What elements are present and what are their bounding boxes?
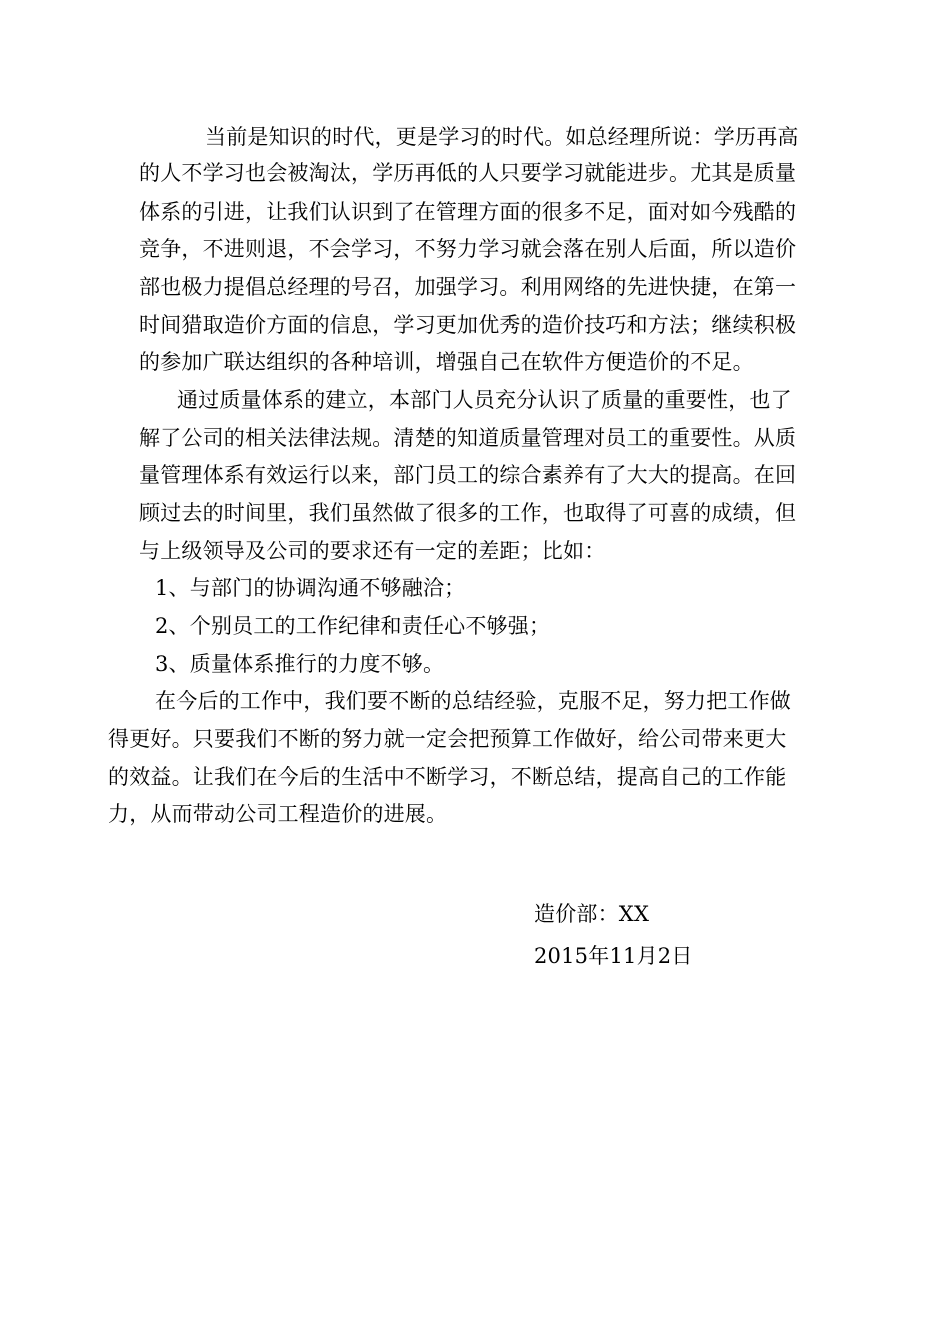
signature-date: 2015年11月2日 — [534, 944, 693, 968]
paragraph-1-line: 的人不学习也会被淘汰，学历再低的人只要学习就能进步。尤其是质量 — [139, 161, 797, 185]
paragraph-2-line: 顾过去的时间里，我们虽然做了很多的工作，也取得了可喜的成绩，但 — [139, 501, 797, 525]
paragraph-1-line: 时间猎取造价方面的信息，学习更加优秀的造价技巧和方法；继续积极 — [139, 313, 797, 337]
paragraph-2-line: 量管理体系有效运行以来，部门员工的综合素养有了大大的提高。在回 — [139, 463, 797, 487]
signature-department: 造价部：XX — [534, 902, 650, 926]
paragraph-2-line: 与上级领导及公司的要求还有一定的差距；比如： — [139, 539, 606, 563]
paragraph-1-line: 竞争，不进则退，不会学习，不努力学习就会落在别人后面，所以造价 — [139, 237, 797, 261]
list-item: 1、与部门的协调沟通不够融洽； — [155, 576, 466, 600]
list-item: 3、质量体系推行的力度不够。 — [155, 652, 445, 676]
paragraph-3-line: 在今后的工作中，我们要不断的总结经验，克服不足，努力把工作做 — [155, 689, 791, 713]
paragraph-3-line: 的效益。让我们在今后的生活中不断学习，不断总结，提高自己的工作能 — [108, 765, 787, 789]
paragraph-1-line: 的参加广联达组织的各种培训，增强自己在软件方便造价的不足。 — [139, 350, 754, 374]
list-item: 2、个别员工的工作纪律和责任心不够强； — [155, 614, 551, 638]
paragraph-2-line: 通过质量体系的建立，本部门人员充分认识了质量的重要性，也了 — [177, 388, 792, 412]
paragraph-3-line: 力，从而带动公司工程造价的进展。 — [108, 802, 448, 826]
paragraph-1-line: 当前是知识的时代，更是学习的时代。如总经理所说：学历再高 — [205, 125, 799, 149]
paragraph-2-line: 解了公司的相关法律法规。清楚的知道质量管理对员工的重要性。从质 — [139, 426, 797, 450]
paragraph-3-line: 得更好。只要我们不断的努力就一定会把预算工作做好，给公司带来更大 — [108, 727, 787, 751]
paragraph-1-line: 部也极力提倡总经理的号召，加强学习。利用网络的先进快捷，在第一 — [139, 275, 797, 299]
paragraph-1-line: 体系的引进，让我们认识到了在管理方面的很多不足，面对如今残酷的 — [139, 200, 797, 224]
